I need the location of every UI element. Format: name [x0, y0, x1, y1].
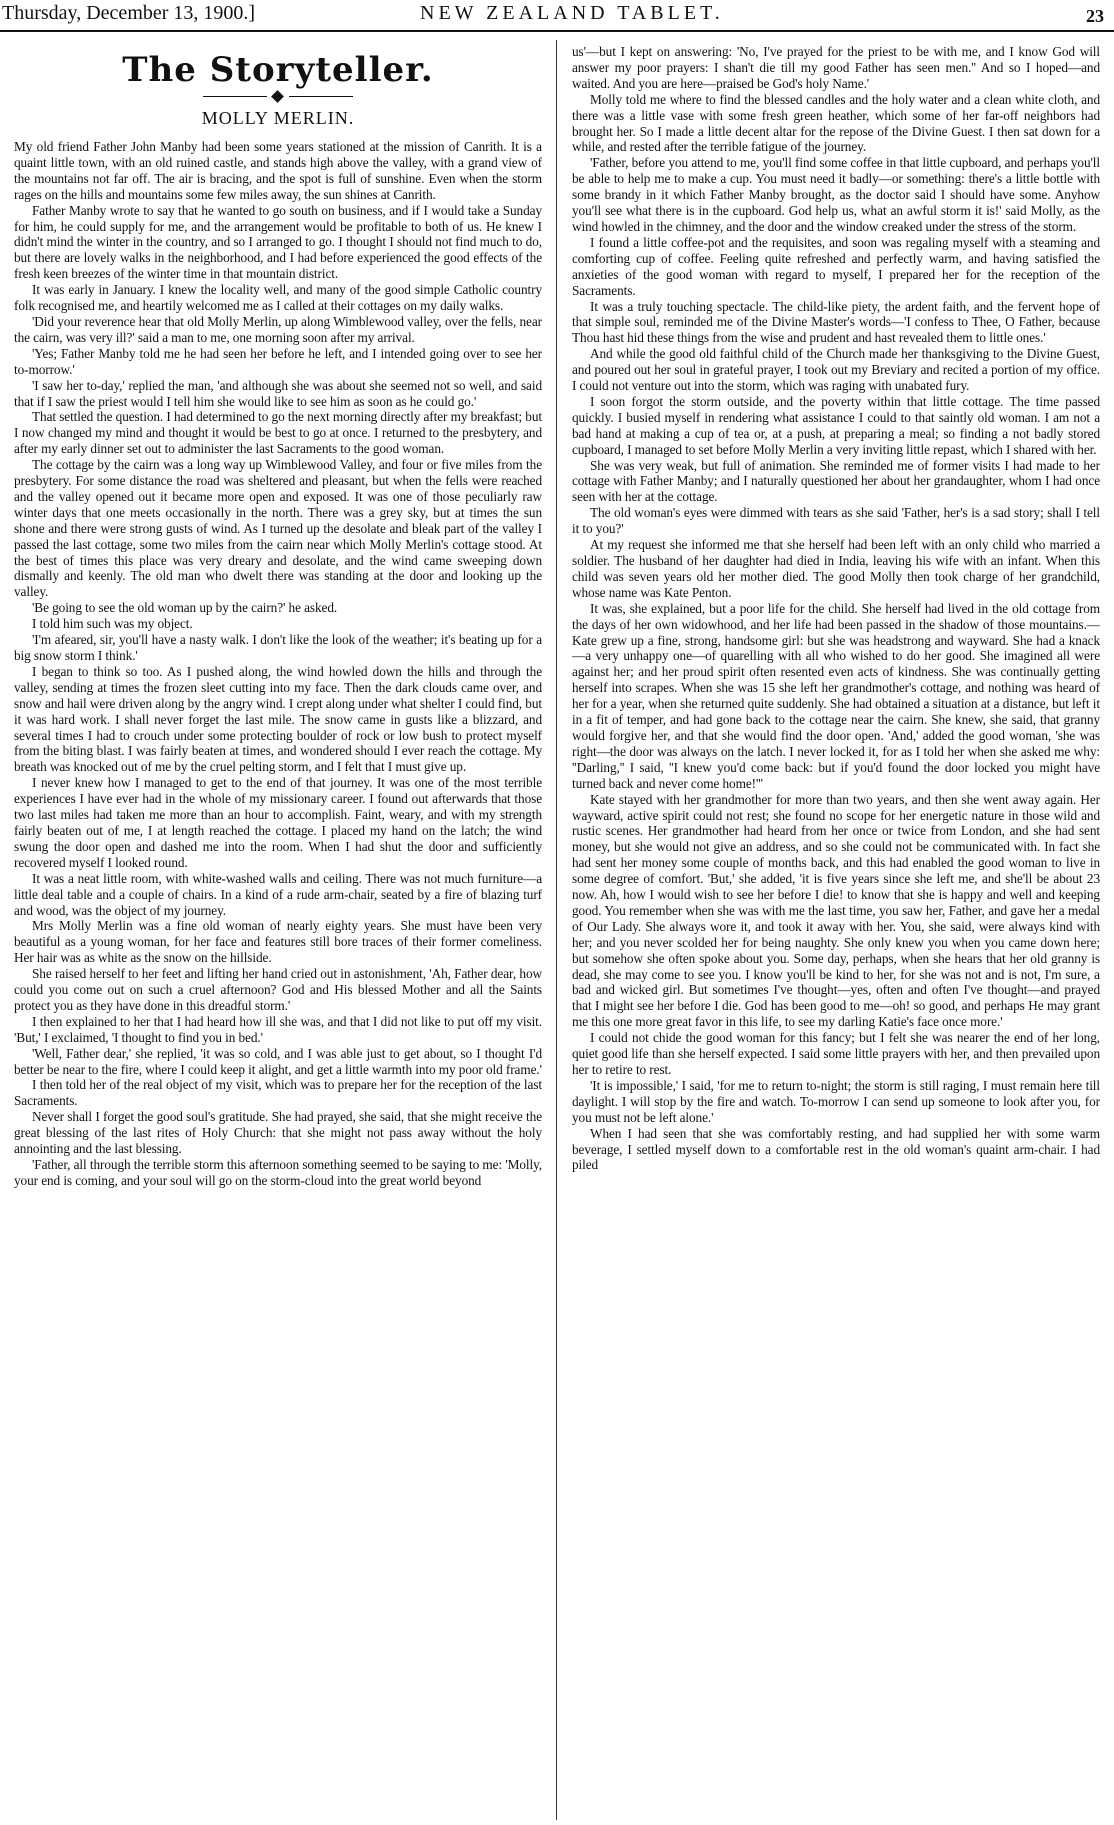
right-column	[572, 44, 1100, 1820]
story-paragraph: I then explained to her that I had heard how ill she was, and that I did not like to put off my visit. 'But,' I exclaimed, 'I thought to find you in bed.'	[14, 1013, 542, 1045]
story-paragraph: I told him such was my object.	[32, 616, 193, 632]
story-paragraph: 'Father, all through the terrible storm this afternoon something seemed to be saying to me: 'Molly, your end is coming, and your soul will go on the storm-cloud into the great world beyond	[14, 1157, 542, 1188]
left-column-body	[14, 139, 542, 1189]
story-paragraph: That settled the question. I had determined to go the next morning directly after my breakfast; but I now changed my mind and thought it would be best to go at once. I returned to the presbytery, and after my early dinner set out to administer the last Sacraments to the good woman.	[14, 409, 542, 457]
story-paragraph: I could not chide the good woman for this fancy; but I felt she was nearer the end of her long, quiet good life than she herself expected. I said some little prayers with her, and then prevailed upon her to retire to rest.	[572, 1030, 1100, 1077]
story-paragraph: Father Manby wrote to say that he wanted to go south on business, and if I would take a Sunday for him, he could supply for me, and the arrangement would be profitable to both of us. He knew I didn't mind the winter in the country, and so I arranged to go. I thought I should not find much to do, but there are lovely walks in the neighborhood, and I had before experienced the good effects of the fresh keen breezes of the winter time in that mountain district.	[14, 202, 542, 282]
publication-title: NEW ZEALAND TABLET.	[420, 2, 724, 24]
story-paragraph: I soon forgot the storm outside, and the poverty within that little cottage. The time passed quickly. I busied myself in rendering what assistance I could to that saintly old woman. I am not a bad hand at making a cup of tea or, at a push, at preparing a meal; so finding a not badly stored cupboard, I managed to set before Molly Merlin a very inviting little repast, which I shared with her.	[572, 393, 1100, 457]
story-paragraph: 'I saw her to-day,' replied the man, 'and although she was about she seemed not so well, and said that if I saw the priest would I tell him she would like to see him as soon as he could go.'	[14, 377, 542, 409]
story-paragraph: Molly told me where to find the blessed candles and the holy water and a clean white cloth, and there was a little vase with some fresh green heather, which some of her far-off neighbors had brought her. So I made a little decent altar for the repose of the Divine Guest. I then sat down for a while, and rested after the terrible fatigue of the journey.	[572, 91, 1100, 155]
story-paragraph: And while the good old faithful child of the Church made her thanksgiving to the Divine Guest, and poured out her soul in grateful prayer, I took out my Breviary and recited a portion of my office. I could not venture out into the storm, which was raging with unabated fury.	[572, 346, 1100, 394]
ornament-divider	[203, 92, 353, 102]
story-paragraph: I began to think so too. As I pushed along, the wind howled down the hills and through the valley, sending at times the frozen sleet cutting into my face. Then the dark clouds came over, and snow and hail were driven along by the angry wind. I crept along under what shelter I could find, but it was hard work. I shall never forget the last mile. The snow came in gusts like a blizzard, and several times I had to crouch under some protecting boulder of rock or low bush to protect myself from the biting blast. I was fairly beaten at times, and wondered should I ever reach the cottage. My breath was knocked out of me by the cruel pelting storm, and I felt that I must give up.	[14, 663, 542, 775]
story-paragraph: When I had seen that she was comfortably resting, and had supplied her with some warm beverage, I settled myself down to a comfortable rest in the old woman's quaint arm-chair. I had piled	[572, 1125, 1100, 1173]
story-paragraph: She was very weak, but full of animation. She reminded me of former visits I had made to her cottage with Father Manby; and I naturally questioned her about her grandaughter, whom I had once seen with her at the cottage.	[572, 457, 1100, 505]
right-column-body	[572, 44, 1100, 1173]
story-paragraph: Mrs Molly Merlin was a fine old woman of nearly eighty years. She must have been very beautiful as a young woman, for her face and features still bore traces of their former comeliness. Her hair was as white as the snow on the hillside.	[14, 918, 542, 966]
story-paragraph: I found a little coffee-pot and the requisites, and soon was regaling myself with a steaming and comforting cup of coffee. Feeling quite refreshed and perfectly warm, and having satisfied the anxieties of the good woman with regard to myself, I prepared her for the reception of the Sacraments.	[572, 234, 1100, 298]
column-divider	[556, 40, 557, 1820]
story-paragraph: I then told her of the real object of my visit, which was to prepare her for the reception of the last Sacraments.	[14, 1077, 542, 1109]
story-paragraph: She raised herself to her feet and lifting her hand cried out in astonishment, 'Ah, Father dear, how could you come out on such a cruel afternoon? God and His blessed Mother and all the Saints protect you as they have done in this dreadful storm.'	[14, 966, 542, 1013]
section-masthead	[14, 50, 542, 129]
running-head	[0, 0, 1114, 32]
story-paragraph: 'It is impossible,' I said, 'for me to return to-night; the storm is still raging, I must remain here till daylight. I will stop by the fire and watch. To-morrow I can send up someone to look after you, for you must not be left alone.'	[572, 1077, 1100, 1125]
story-paragraph: 'Father, before you attend to me, you'll find some coffee in that little cupboard, and perhaps you'll be able to help me to make a cup. You must need it badly—or something: there's a little bottle with some brandy in it which Father Manby brought, as the doctor said I should have some. Anyhow you'll see what there is in the cupboard. God help us, what an awful storm it is!' said Molly, as the wind howled in the chimney, and the door and the window creaked under the stress of the storm.	[572, 155, 1100, 234]
story-paragraph: 'Be going to see the old woman up by the cairn?' he asked.	[32, 600, 338, 616]
story-paragraph: It was a neat little room, with white-washed walls and ceiling. There was not much furniture—a little deal table and a couple of chairs. In a kind of a rude arm-chair, seated by a fire of blazing turf and wood, was the object of my journey.	[14, 870, 542, 918]
story-paragraph: It was, she explained, but a poor life for the child. She herself had lived in the old cottage from the days of her own widowhood, and her life had been passed in the shadow of those mountains.—Kate grew up a fine, strong, handsome girl: but she was headstrong and wayward. She had a knack—a very unhappy one—of quarelling with all who wished to do her good. She imagined all were against her; and her proud spirit often resented even acts of kindness. She was continually getting herself into scrapes. When she was 15 she left her grandmother's cottage, and nothing was heard of her for a year, when she returned quite suddenly. She had obtained a situation at a distance, but left it in a fit of temper, and had gone back to the cottage near the cairn. She knew, she said, that granny would forgive her, and that she would find the door open. 'And,' added the good woman, 'she was right—the door was always on the latch. I never locked it, for as I told her when she asked me why: ''Darling,'' I said, ''I knew you'd come back: but if you'd found the door locked you might have turned back and never come home!'''	[572, 600, 1100, 791]
page-number: 23	[1086, 6, 1104, 26]
story-paragraph: 'Did your reverence hear that old Molly Merlin, up along Wimblewood valley, over the fells, near the cairn, was very ill?' said a man to me, one morning soon after my arrival.	[14, 313, 542, 345]
story-paragraph: The cottage by the cairn was a long way up Wimblewood Valley, and four or five miles from the presbytery. For some distance the road was sheltered and pleasant, but when the fells were reached and the valley opened out it became more open and exposed. It was one of those peculiarly raw winter days that one meets occasionally in the north. There was a grey sky, but at times the sun shone and there were strong gusts of wind. As I turned up the desolate and bleak part of the valley I passed the last cottage, some two miles from the cairn near which Molly Merlin's cottage stood. At the best of times this place was very dreary and desolate, and the wind came sweeping down dismally and keenly. The old man who dwelt there was standing at the door and looking up the valley.	[14, 457, 542, 600]
story-paragraph: 'Well, Father dear,' she replied, 'it was so cold, and I was able just to get about, so I thought I'd better be near to the fire, where I could keep it alight, and get a little warmth into my poor old frame.'	[14, 1045, 542, 1077]
story-paragraph: 'I'm afeared, sir, you'll have a nasty walk. I don't like the look of the weather; it's beating up for a big snow storm I think.'	[14, 632, 542, 663]
story-paragraph: My old friend Father John Manby had been some years stationed at the mission of Canrith. It is a quaint little town, with an old ruined castle, and stands high above the valley, with a grand view of the mountains not far off. The air is bracing, and the spot is full of sunshine. Even when the storm rages on the hills and mountains some few miles away, the sun shines at Canrith.	[14, 139, 542, 202]
story-paragraph: us'—but I kept on answering: 'No, I've prayed for the priest to be with me, and I know God will answer my poor prayers: I shan't die till my good Father has seen men.'' And so I hoped—and waited. And you are here—praised be God's holy Name.'	[572, 44, 1100, 91]
left-column	[14, 44, 542, 1820]
story-paragraph: 'Yes; Father Manby told me he had seen her before he left, and I intended going over to see her to-morrow.'	[14, 345, 542, 377]
story-paragraph: I never knew how I managed to get to the end of that journey. It was one of the most terrible experiences I have ever had in the whole of my missionary career. I found out afterwards that those two last miles had taken me more than an hour to accomplish. Faint, weary, and with my strength fairly beaten out of me, I at length reached the cottage. I placed my hand on the latch; the wind swung the door open and dashed me into the room. When I had shut the door and sufficiently recovered myself I looked round.	[14, 775, 542, 870]
story-paragraph: Never shall I forget the good soul's gratitude. She had prayed, she said, that she might receive the great blessing of the last rites of Holy Church: that she might not pass away without the holy annointing and the last blessing.	[14, 1109, 542, 1157]
section-title: The Storyteller.	[122, 50, 434, 90]
story-title: MOLLY MERLIN.	[201, 108, 355, 128]
story-paragraph: At my request she informed me that she herself had been left with an only child who married a soldier. The husband of her daughter had died in India, leaving his wife with an infant. When this child was seven years old her mother died. The good Molly then took charge of her grandchild, whose name was Kate Penton.	[572, 537, 1100, 600]
story-paragraph: It was a truly touching spectacle. The child-like piety, the ardent faith, and the fervent hope of that simple soul, reminded me of the Divine Master's words—'I confess to Thee, O Father, because Thou hast hid these things from the wise and prudent and hast revealed them to little ones.'	[572, 298, 1100, 346]
story-paragraph: It was early in January. I knew the locality well, and many of the good simple Catholic country folk recognised me, and heartily welcomed me as I called at their cottages on my daily walks.	[14, 282, 542, 314]
story-paragraph: Kate stayed with her grandmother for more than two years, and then she went away again. Her wayward, active spirit could not rest; she found no scope for her energetic nature in those wild and rustic scenes. Her grandmother had heard from her once or twice from London, and she had sent money, but she would not give an address, and so she could not be communicated with. In fact she had sent her money some couple of months back, and this had enabled the good woman to live in some degree of comfort. 'But,' she added, 'it is five years since she left me, and she'll be about 23 now. Ah, how I would wish to see her before I die! to know that she is happy and well and keeping good. You remember when she was with me the last time, you saw her, Father, and gave her a medal of Our Lady. She always wore it, and took it away with her. You, she said, were always kind with her; and you never scolded her for being naughty. She only knew you when you came down here; but somehow she often spoke about you. Some day, perhaps, when she hears that her old granny is dead, she may come to see you. I know you'll be kind to her, for she was not and is not, I'm sure, a bad and wicked girl. But sometimes I've thought—yes, often and often I've thought—and prayed that I might see her before I die. God has been good to me—oh! so good, and perhaps He may grant me this one more great favor in this life, to see my darling Katie's face once more.'	[572, 791, 1100, 1030]
story-paragraph: The old woman's eyes were dimmed with tears as she said 'Father, her's is a sad story; shall I tell it to you?'	[572, 505, 1100, 537]
issue-date: Thursday, December 13, 1900.]	[2, 2, 256, 24]
